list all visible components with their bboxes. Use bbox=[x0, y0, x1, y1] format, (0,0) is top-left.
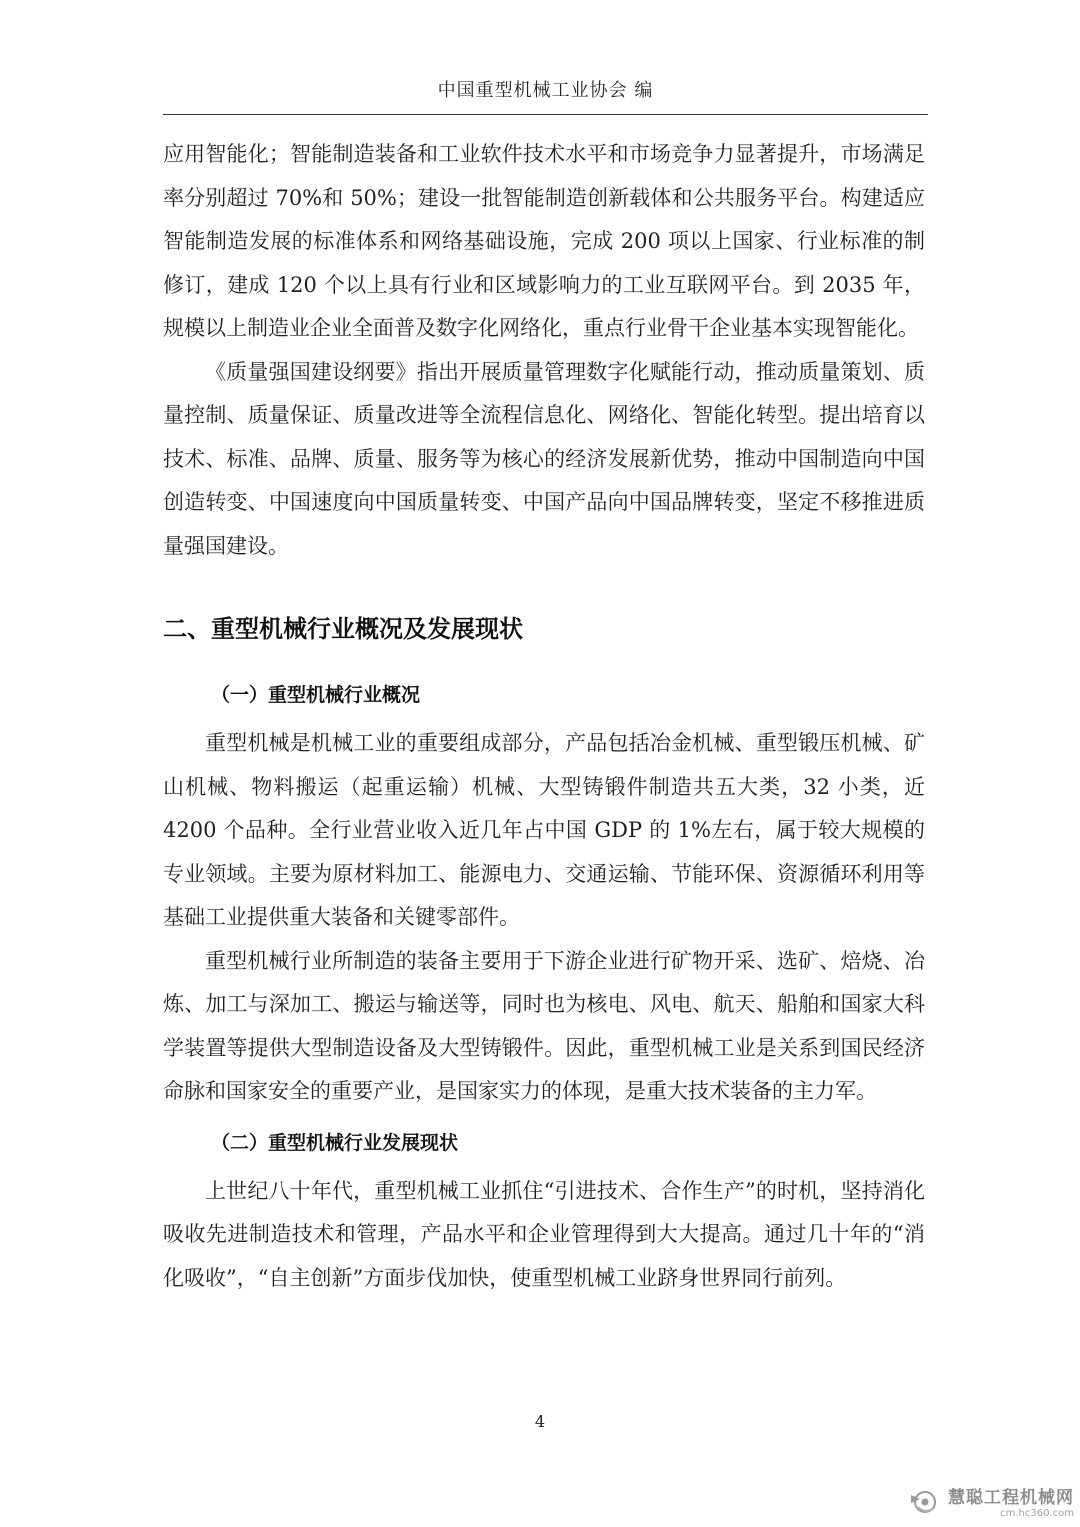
hc360-logo-icon bbox=[908, 1487, 942, 1521]
watermark-url: cm.hc360.com bbox=[1000, 1508, 1074, 1519]
watermark-name: 慧聪工程机械网 bbox=[948, 1488, 1074, 1508]
paragraph-continued: 应用智能化；智能制造装备和工业软件技术水平和市场竞争力显著提升，市场满足率分别超过 70%和 50%；建设一批智能制造创新载体和公共服务平台。构建适应智能制造发展的标准体系和网络基础设施，完成 200 项以上国家、行业标准的制修订，建成 120 个以上具有行业和区域影响力的工业互联网平台。到 2035 年，规模以上制造业企业全面普及数字化网络化，重点行业骨干企业基本实现智能化。 bbox=[163, 142, 925, 340]
running-header: 中国重型机械工业协会 编 bbox=[437, 80, 654, 101]
paragraph-status-1: 上世纪八十年代，重型机械工业抓住“引进技术、合作生产”的时机，坚持消化吸收先进制造技术和管理，产品水平和企业管理得到大大提高。通过几十年的“消化吸收”，“自主创新”方面步伐加快，使重型机械工业跻身世界同行前列。 bbox=[163, 1178, 925, 1290]
document-body bbox=[163, 133, 925, 1300]
header-divider bbox=[163, 114, 928, 115]
section-heading: 二、重型机械行业概况及发展现状 bbox=[163, 615, 523, 643]
subsection-heading-overview: （一）重型机械行业概况 bbox=[211, 684, 421, 706]
subsection-heading-status: （二）重型机械行业发展现状 bbox=[211, 1131, 459, 1154]
page-number: 4 bbox=[534, 1412, 546, 1431]
paragraph-quality-outline: 《质量强国建设纲要》指出开展质量管理数字化赋能行动，推动质量策划、质量控制、质量保证、质量改进等全流程信息化、网络化、智能化转型。提出培育以技术、标准、品牌、质量、服务等为核心的经济发展新优势，推动中国制造向中国创造转变、中国速度向中国质量转变、中国产品向中国品牌转变，坚定不移推进质量强国建设。 bbox=[163, 359, 925, 558]
paragraph-overview-1: 重型机械是机械工业的重要组成部分，产品包括冶金机械、重型锻压机械、矿山机械、物料搬运（起重运输）机械、大型铸锻件制造共五大类，32 小类，近 4200 个品种。全行业营业收入近几年占中国 GDP 的 1%左右，属于较大规模的专业领域。主要为原材料加工、能源电力、交通运输、节能环保、资源循环利用等基础工业提供重大装备和关键零部件。 bbox=[163, 731, 925, 929]
watermark bbox=[908, 1487, 1074, 1521]
paragraph-overview-2: 重型机械行业所制造的装备主要用于下游企业进行矿物开采、选矿、焙烧、冶炼、加工与深加工、搬运与输送等，同时也为核电、风电、航天、船舶和国家大科学装置等提供大型制造设备及大型铸锻件。因此，重型机械工业是关系到国民经济命脉和国家安全的重要产业，是国家实力的体现，是重大技术装备的主力军。 bbox=[163, 948, 925, 1103]
